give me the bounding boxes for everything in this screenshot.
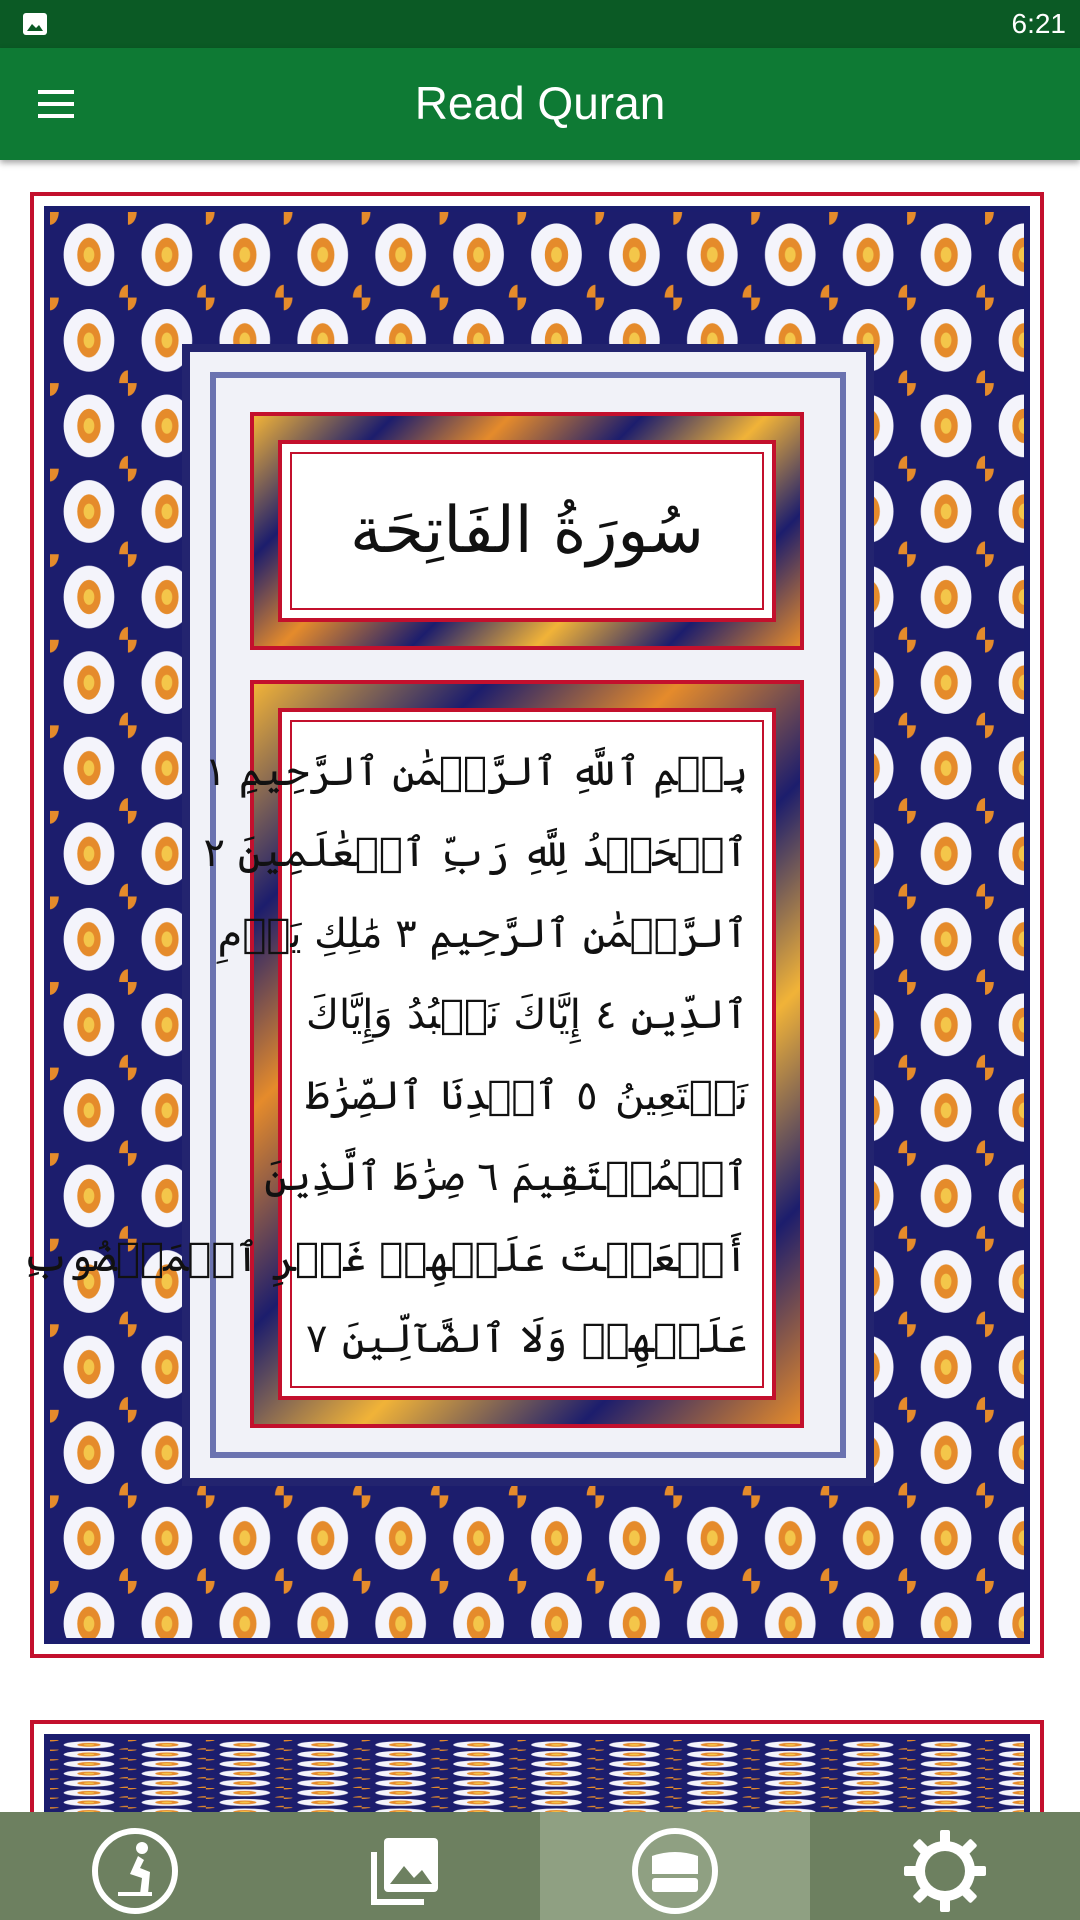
quran-page-scroll[interactable] <box>0 160 1080 1812</box>
verses-text <box>22 732 748 1376</box>
verse-line: بِسۡمِ ٱللَّهِ ٱلرَّحۡمَٰنِ ٱلرَّحِيمِ ١ <box>204 749 748 795</box>
quran-page <box>22 192 1044 1658</box>
page-title: Read Quran <box>414 77 666 129</box>
verse-line: عَلَيۡهِمۡ وَلَا ٱلضَّآلِّينَ ٧ <box>306 1316 748 1362</box>
nav-settings-button[interactable] <box>810 1812 1080 1920</box>
surah-title: سُورَةُ الفَاتِحَة <box>349 494 705 568</box>
surah-title-box <box>250 412 804 650</box>
prayer-icon <box>90 1826 180 1916</box>
quran-book-icon <box>630 1826 720 1916</box>
image-notification-icon <box>22 12 48 36</box>
verse-line: نَسۡتَعِينُ ٥ ٱهۡدِنَا ٱلصِّرَٰطَ <box>306 1073 748 1119</box>
status-bar <box>0 0 1080 48</box>
nav-read-quran-button[interactable] <box>540 1812 810 1920</box>
nav-gallery-button[interactable] <box>270 1812 540 1920</box>
verse-line: أَنۡعَمۡتَ عَلَيۡهِمۡ غَيۡرِ ٱلۡمَغۡضُوبِ <box>22 1235 748 1281</box>
nav-prayer-button[interactable] <box>0 1812 270 1920</box>
verse-line: ٱلرَّحۡمَٰنِ ٱلرَّحِيمِ ٣ مَٰلِكِ يَوۡمِ <box>217 911 748 957</box>
status-time: 6:21 <box>1011 8 1066 39</box>
app-toolbar <box>0 48 1080 160</box>
page-inner-panel <box>22 344 874 1486</box>
verse-line: ٱلۡمُسۡتَقِيمَ ٦ صِرَٰطَ ٱلَّذِينَ <box>264 1154 748 1200</box>
verse-line: ٱلۡحَمۡدُ لِلَّهِ رَبِّ ٱلۡعَٰلَمِينَ ٢ <box>203 830 748 876</box>
gallery-icon <box>360 1826 450 1916</box>
bottom-navigation <box>0 1812 1080 1920</box>
verses-box <box>22 680 804 1428</box>
verse-line: ٱلدِّينِ ٤ إِيَّاكَ نَعۡبُدُ وَإِيَّاكَ <box>306 992 748 1038</box>
settings-gear-icon <box>900 1826 990 1916</box>
